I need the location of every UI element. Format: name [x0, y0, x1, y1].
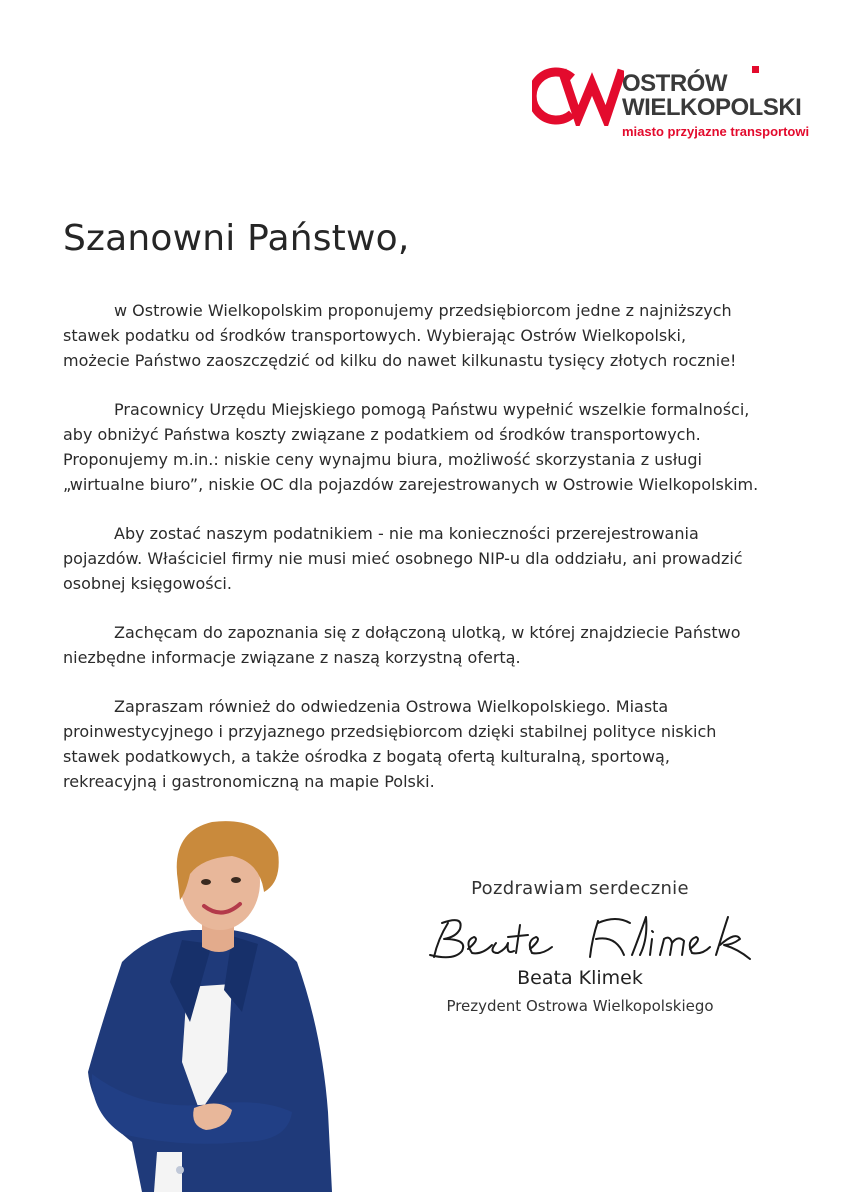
paragraph-line: proinwestycyjnego i przyjaznego przedsiębiorcom dzięki stabilnej polityce niskich: [63, 722, 717, 741]
paragraph-line: aby obniżyć Państwa koszty związane z podatkiem od środków transportowych.: [63, 425, 701, 444]
signer-name: Beata Klimek: [517, 967, 643, 989]
paragraph-line: „wirtualne biuro”, niskie OC dla pojazdów zarejestrowanych w Ostrowie Wielkopolskim.: [63, 475, 759, 494]
logo-line-2: WIELKOPOLSKI: [622, 94, 802, 121]
paragraph-line: Proponujemy m.in.: niskie ceny wynajmu biura, możliwość skorzystania z usługi: [63, 450, 702, 469]
paragraph-office-help: [63, 397, 783, 497]
handwritten-signature: [420, 909, 760, 965]
closing-phrase: Pozdrawiam serdecznie: [471, 878, 689, 899]
logo-tagline: miasto przyjazne transportowi: [622, 124, 810, 139]
letter-greeting: Szanowni Państwo,: [63, 218, 410, 259]
paragraph-line: osobnej księgowości.: [63, 574, 232, 593]
paragraph-invitation: [63, 694, 783, 794]
paragraph-line: stawek podatku od środków transportowych. Wybierając Ostrów Wielkopolski,: [63, 326, 687, 345]
paragraph-line: Zachęcam do zapoznania się z dołączoną ulotką, w której znajdziecie Państwo: [114, 623, 741, 642]
paragraph-leaflet: [63, 620, 783, 670]
signer-title: Prezydent Ostrowa Wielkopolskiego: [446, 997, 714, 1015]
paragraph-line: niezbędne informacje związane z naszą korzystną ofertą.: [63, 648, 521, 667]
paragraph-registration: [63, 521, 783, 596]
paragraph-line: pojazdów. Właściciel firmy nie musi mieć osobnego NIP-u dla oddziału, ani prowadzić: [63, 549, 743, 568]
paragraph-line: stawek podatkowych, a także ośrodka z bogatą ofertą kulturalną, sportową,: [63, 747, 670, 766]
paragraph-line: rekreacyjną i gastronomiczną na mapie Polski.: [63, 772, 435, 791]
paragraph-line: Aby zostać naszym podatnikiem - nie ma konieczności przerejestrowania: [114, 524, 699, 543]
signature-block: [420, 878, 740, 1015]
city-logo: [532, 58, 810, 142]
paragraph-line: w Ostrowie Wielkopolskim proponujemy przedsiębiorcom jedne z najniższych: [114, 301, 732, 320]
paragraph-line: Pracownicy Urzędu Miejskiego pomogą Państwu wypełnić wszelkie formalności,: [114, 400, 750, 419]
mayor-portrait-photo: [82, 812, 344, 1192]
cw-monogram-icon: [532, 64, 624, 126]
logo-red-square: [752, 66, 759, 73]
paragraph-line: możecie Państwo zaoszczędzić od kilku do nawet kilkunastu tysięcy złotych rocznie!: [63, 351, 737, 370]
paragraph-tax-rates: [63, 298, 783, 373]
paragraph-line: Zapraszam również do odwiedzenia Ostrowa Wielkopolskiego. Miasta: [114, 697, 669, 716]
letter-body: [63, 298, 783, 818]
logo-line-1: OSTRÓW: [622, 70, 727, 97]
